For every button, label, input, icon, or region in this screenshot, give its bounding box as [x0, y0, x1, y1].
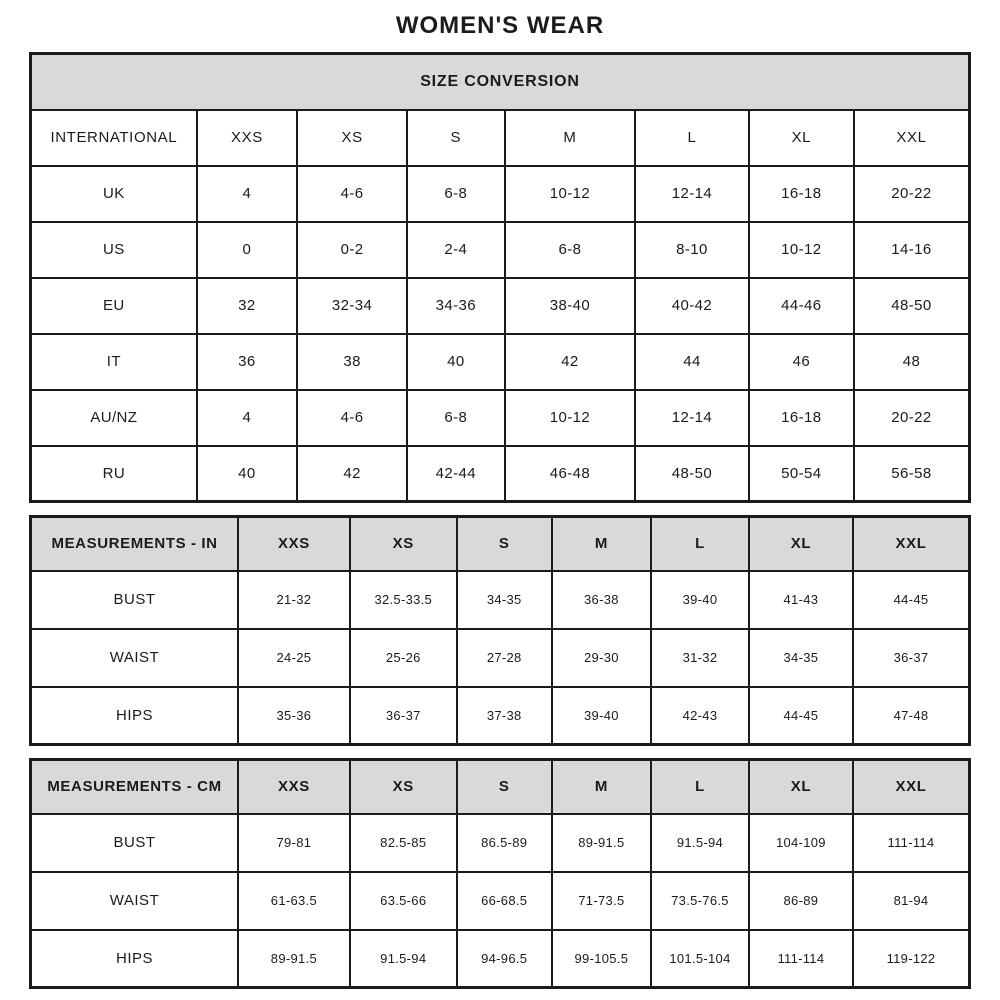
size-col-header-xs: XS: [350, 517, 457, 571]
value-cell: 48-50: [854, 278, 970, 334]
value-cell: 111-114: [749, 930, 853, 988]
size-col-header-xxs: XXS: [238, 517, 350, 571]
row-label: IT: [31, 334, 197, 390]
measurements-in-table: [29, 515, 971, 746]
size-col-header-xs: XS: [350, 760, 457, 814]
value-cell: 37-38: [457, 687, 552, 745]
value-cell: 50-54: [749, 446, 854, 502]
value-cell: 14-16: [854, 222, 970, 278]
measurements-cm-title: MEASUREMENTS - CM: [31, 760, 239, 814]
value-cell: 0-2: [297, 222, 407, 278]
value-cell: 61-63.5: [238, 872, 350, 930]
value-cell: 101.5-104: [651, 930, 749, 988]
row-label: RU: [31, 446, 197, 502]
table-row: [31, 814, 970, 872]
table-row: [31, 166, 970, 222]
measurements-in-title: MEASUREMENTS - IN: [31, 517, 239, 571]
row-label: WAIST: [31, 629, 239, 687]
size-col-header-xl: XL: [749, 517, 853, 571]
value-cell: 12-14: [635, 390, 749, 446]
table-row: [31, 222, 970, 278]
value-cell: 2-4: [407, 222, 505, 278]
row-label: HIPS: [31, 930, 239, 988]
value-cell: 0: [197, 222, 297, 278]
value-cell: 10-12: [505, 390, 636, 446]
value-cell: 44: [635, 334, 749, 390]
value-cell: 34-35: [457, 571, 552, 629]
value-cell: 4-6: [297, 166, 407, 222]
value-cell: 111-114: [853, 814, 969, 872]
value-cell: 46: [749, 334, 854, 390]
value-cell: 40-42: [635, 278, 749, 334]
row-label: WAIST: [31, 872, 239, 930]
value-cell: 63.5-66: [350, 872, 457, 930]
value-cell: 21-32: [238, 571, 350, 629]
size-header-row: [31, 110, 970, 166]
value-cell: 44-46: [749, 278, 854, 334]
size-col-header-xxl: XXL: [854, 110, 970, 166]
value-cell: 91.5-94: [651, 814, 749, 872]
size-col-header-m: M: [552, 760, 652, 814]
value-cell: 29-30: [552, 629, 652, 687]
measurements-in-header-row: [31, 517, 970, 571]
value-cell: 44-45: [749, 687, 853, 745]
table-row: [31, 390, 970, 446]
row-label: HIPS: [31, 687, 239, 745]
value-cell: 38: [297, 334, 407, 390]
value-cell: 73.5-76.5: [651, 872, 749, 930]
size-col-header-m: M: [505, 110, 636, 166]
row-label: BUST: [31, 814, 239, 872]
value-cell: 24-25: [238, 629, 350, 687]
value-cell: 10-12: [749, 222, 854, 278]
value-cell: 44-45: [853, 571, 969, 629]
value-cell: 32-34: [297, 278, 407, 334]
value-cell: 4: [197, 166, 297, 222]
value-cell: 16-18: [749, 166, 854, 222]
international-header-label: INTERNATIONAL: [31, 110, 197, 166]
value-cell: 42: [297, 446, 407, 502]
size-col-header-xxl: XXL: [853, 517, 969, 571]
value-cell: 89-91.5: [238, 930, 350, 988]
value-cell: 42-44: [407, 446, 505, 502]
table-row: [31, 334, 970, 390]
size-col-header-xs: XS: [297, 110, 407, 166]
value-cell: 79-81: [238, 814, 350, 872]
size-conversion-table: [29, 52, 971, 503]
value-cell: 6-8: [505, 222, 636, 278]
value-cell: 42: [505, 334, 636, 390]
table-row: [31, 687, 970, 745]
value-cell: 10-12: [505, 166, 636, 222]
value-cell: 27-28: [457, 629, 552, 687]
value-cell: 8-10: [635, 222, 749, 278]
value-cell: 16-18: [749, 390, 854, 446]
table-title-row: [31, 54, 970, 110]
value-cell: 4: [197, 390, 297, 446]
size-col-header-l: L: [651, 517, 749, 571]
table-row: [31, 629, 970, 687]
row-label: US: [31, 222, 197, 278]
value-cell: 94-96.5: [457, 930, 552, 988]
table-row: [31, 930, 970, 988]
size-col-header-s: S: [457, 760, 552, 814]
value-cell: 36-38: [552, 571, 652, 629]
table-row: [31, 446, 970, 502]
value-cell: 71-73.5: [552, 872, 652, 930]
value-cell: 119-122: [853, 930, 969, 988]
page-title: WOMEN'S WEAR: [395, 12, 605, 39]
size-col-header-l: L: [651, 760, 749, 814]
size-col-header-xxs: XXS: [238, 760, 350, 814]
size-col-header-xxl: XXL: [853, 760, 969, 814]
value-cell: 34-35: [749, 629, 853, 687]
size-col-header-s: S: [457, 517, 552, 571]
value-cell: 36: [197, 334, 297, 390]
value-cell: 6-8: [407, 390, 505, 446]
table-row: [31, 571, 970, 629]
size-col-header-s: S: [407, 110, 505, 166]
value-cell: 40: [407, 334, 505, 390]
value-cell: 48: [854, 334, 970, 390]
value-cell: 91.5-94: [350, 930, 457, 988]
measurements-cm-header-row: [31, 760, 970, 814]
value-cell: 6-8: [407, 166, 505, 222]
value-cell: 20-22: [854, 166, 970, 222]
value-cell: 36-37: [350, 687, 457, 745]
value-cell: 39-40: [651, 571, 749, 629]
row-label: AU/NZ: [31, 390, 197, 446]
row-label: UK: [31, 166, 197, 222]
value-cell: 82.5-85: [350, 814, 457, 872]
value-cell: 32: [197, 278, 297, 334]
value-cell: 104-109: [749, 814, 853, 872]
value-cell: 12-14: [635, 166, 749, 222]
value-cell: 36-37: [853, 629, 969, 687]
size-col-header-xxs: XXS: [197, 110, 297, 166]
value-cell: 31-32: [651, 629, 749, 687]
value-cell: 25-26: [350, 629, 457, 687]
size-col-header-xl: XL: [749, 110, 854, 166]
value-cell: 99-105.5: [552, 930, 652, 988]
table-row: [31, 278, 970, 334]
value-cell: 47-48: [853, 687, 969, 745]
value-cell: 48-50: [635, 446, 749, 502]
table-row: [31, 872, 970, 930]
size-conversion-title: SIZE CONVERSION: [31, 54, 970, 110]
value-cell: 41-43: [749, 571, 853, 629]
value-cell: 39-40: [552, 687, 652, 745]
size-col-header-m: M: [552, 517, 652, 571]
value-cell: 38-40: [505, 278, 636, 334]
value-cell: 40: [197, 446, 297, 502]
value-cell: 86.5-89: [457, 814, 552, 872]
value-cell: 81-94: [853, 872, 969, 930]
value-cell: 56-58: [854, 446, 970, 502]
row-label: EU: [31, 278, 197, 334]
value-cell: 86-89: [749, 872, 853, 930]
value-cell: 42-43: [651, 687, 749, 745]
value-cell: 89-91.5: [552, 814, 652, 872]
row-label: BUST: [31, 571, 239, 629]
value-cell: 66-68.5: [457, 872, 552, 930]
size-col-header-xl: XL: [749, 760, 853, 814]
value-cell: 4-6: [297, 390, 407, 446]
size-col-header-l: L: [635, 110, 749, 166]
value-cell: 34-36: [407, 278, 505, 334]
measurements-cm-table: [29, 758, 971, 989]
value-cell: 35-36: [238, 687, 350, 745]
value-cell: 32.5-33.5: [350, 571, 457, 629]
value-cell: 20-22: [854, 390, 970, 446]
value-cell: 46-48: [505, 446, 636, 502]
